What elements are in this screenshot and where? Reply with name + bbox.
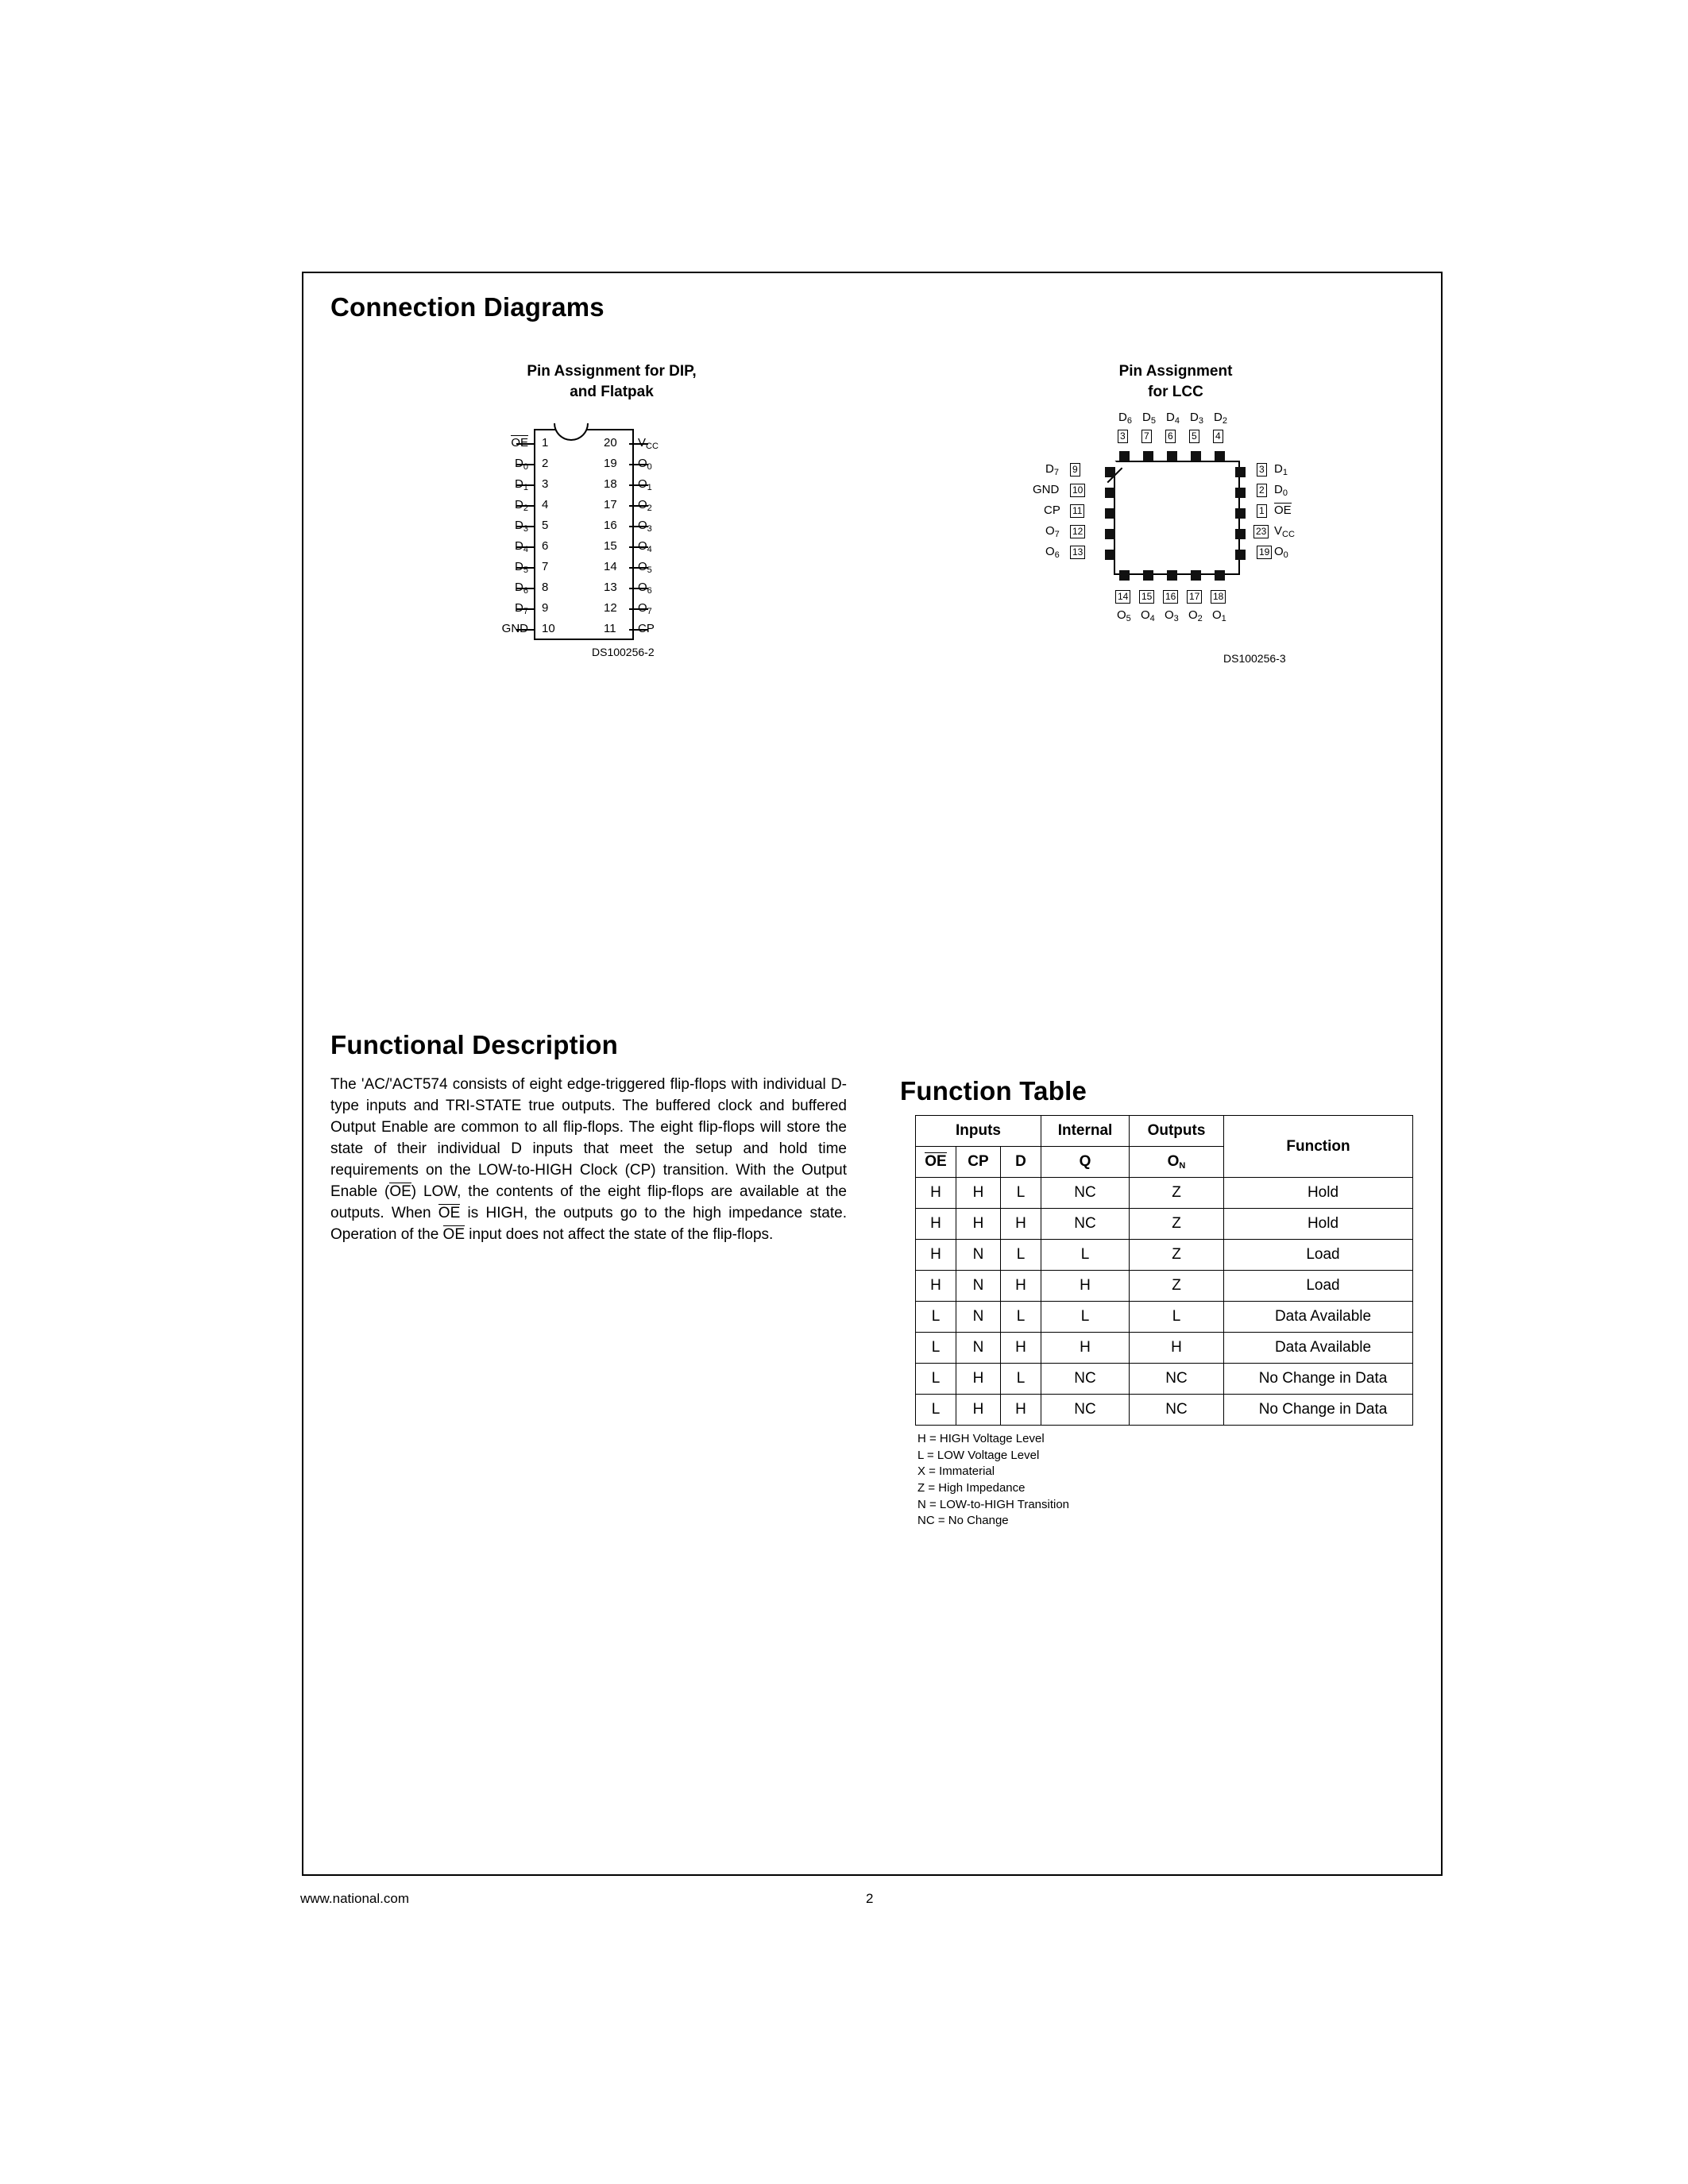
lcc-top-pin-number: 4	[1213, 430, 1223, 443]
lcc-pad	[1119, 570, 1130, 581]
cell-cp: H	[956, 1209, 1001, 1240]
lcc-caption-line1: Pin Assignment	[1118, 363, 1233, 380]
dip-right-pin-label: $O_0$	[638, 457, 652, 472]
cell-q: NC	[1041, 1178, 1130, 1209]
lcc-pad	[1215, 570, 1225, 581]
lcc-bottom-label: $O_3$	[1165, 608, 1179, 623]
dip-caption-line2: and Flatpak	[570, 383, 654, 400]
lcc-bottom-pin-number: 17	[1187, 590, 1202, 604]
lcc-left-label: $O_7$	[1045, 524, 1060, 539]
dip-left-pin-number: 5	[542, 519, 549, 532]
dip-left-pin-label: $D_6$	[515, 581, 528, 596]
cell-function: Data Available	[1224, 1302, 1413, 1333]
table-row	[916, 1333, 1413, 1364]
cell-function: Hold	[1224, 1178, 1413, 1209]
function-table-header-cp: CP	[956, 1147, 1001, 1178]
footer-url[interactable]: www.national.com	[300, 1891, 410, 1906]
lcc-top-label: $D_4$	[1166, 411, 1180, 426]
cell-d: H	[1001, 1395, 1041, 1426]
cell-q: NC	[1041, 1209, 1130, 1240]
dip-right-pin-number: 16	[604, 519, 617, 532]
dip-right-pin-label: $O_1$	[638, 477, 652, 492]
function-table-header-function: Function	[1224, 1116, 1413, 1178]
lcc-left-label: GND	[1033, 483, 1060, 496]
lcc-right-pin-number: 23	[1253, 525, 1269, 538]
lcc-pad	[1119, 451, 1130, 461]
lcc-top-label: $D_2$	[1214, 411, 1227, 426]
cell-function: No Change in Data	[1224, 1364, 1413, 1395]
dip-right-pin-number: 20	[604, 436, 617, 450]
legend-item: NC = No Change	[917, 1514, 1009, 1528]
cell-oe: H	[916, 1178, 956, 1209]
dip-left-pin-label: GND	[501, 622, 528, 635]
lcc-right-label: $D_1$	[1274, 462, 1288, 477]
table-row	[916, 1364, 1413, 1395]
lcc-pad	[1105, 488, 1115, 498]
legend-item: H = HIGH Voltage Level	[917, 1432, 1045, 1445]
lcc-top-pin-number: 5	[1189, 430, 1199, 443]
dip-pin-row	[445, 577, 778, 598]
dip-right-pin-label: $O_2$	[638, 498, 652, 513]
cell-d: L	[1001, 1302, 1041, 1333]
cell-q: L	[1041, 1240, 1130, 1271]
dip-pin-row	[445, 619, 778, 639]
dip-left-pin-number: 3	[542, 477, 549, 491]
table-row	[916, 1209, 1413, 1240]
section-title-functional-description: Functional Description	[330, 1030, 618, 1059]
lcc-bottom-pin-number: 16	[1163, 590, 1178, 604]
lcc-pad	[1167, 570, 1177, 581]
lcc-right-label: $V_{CC}$	[1274, 524, 1295, 539]
lcc-bottom-pin-number: 14	[1115, 590, 1130, 604]
dip-left-pin-label: $D_0$	[515, 457, 528, 472]
lcc-top-pin-number: 6	[1165, 430, 1176, 443]
cell-on: L	[1130, 1302, 1224, 1333]
cell-function: Hold	[1224, 1209, 1413, 1240]
lcc-pad	[1191, 451, 1201, 461]
lcc-right-label: OE	[1274, 504, 1292, 517]
lcc-bottom-pin-number: 15	[1139, 590, 1154, 604]
function-table-group-header-inputs: Inputs	[916, 1116, 1041, 1147]
dip-drawing-number: DS100256-2	[592, 646, 655, 658]
lcc-right-pin-number: 1	[1257, 504, 1267, 518]
lcc-drawing-number: DS100256-3	[1223, 652, 1286, 665]
lcc-caption	[1025, 361, 1327, 402]
lcc-left-label: $O_6$	[1045, 545, 1060, 560]
table-row	[916, 1271, 1413, 1302]
lcc-pad	[1105, 467, 1115, 477]
lcc-pad	[1235, 508, 1246, 519]
lcc-left-pin-number: 12	[1070, 525, 1085, 538]
lcc-pad	[1105, 550, 1115, 560]
cell-oe: H	[916, 1209, 956, 1240]
cell-on: Z	[1130, 1240, 1224, 1271]
dip-right-pin-label: $O_3$	[638, 519, 652, 534]
cell-oe: H	[916, 1271, 956, 1302]
dip-pin-row	[445, 598, 778, 619]
dip-right-pin-number: 14	[604, 560, 617, 573]
lcc-pad	[1235, 488, 1246, 498]
lcc-left-pin-number: 13	[1070, 546, 1085, 559]
lcc-package-body	[1114, 461, 1240, 575]
lcc-bottom-label: $O_2$	[1188, 608, 1203, 623]
dip-pin-assignment-diagram	[445, 361, 778, 675]
function-table-body	[916, 1178, 1413, 1426]
lcc-pad	[1167, 451, 1177, 461]
lcc-top-label: $D_6$	[1118, 411, 1132, 426]
dip-right-pin-label: $O_6$	[638, 581, 652, 596]
lcc-right-pin-number: 19	[1257, 546, 1272, 559]
lcc-top-pin-number: 3	[1118, 430, 1128, 443]
legend-item: X = Immaterial	[917, 1464, 995, 1479]
cell-function: Load	[1224, 1240, 1413, 1271]
lcc-pad	[1143, 570, 1153, 581]
lcc-left-pin-number: 9	[1070, 463, 1080, 477]
cell-cp: H	[956, 1178, 1001, 1209]
legend-item: L = LOW Voltage Level	[917, 1448, 1040, 1462]
dip-right-pin-number: 19	[604, 457, 617, 470]
function-table-header-on: $O_N$	[1130, 1147, 1224, 1178]
cell-cp: N	[956, 1333, 1001, 1364]
cell-oe: L	[916, 1333, 956, 1364]
lcc-pad	[1215, 451, 1225, 461]
cell-cp: N	[956, 1302, 1001, 1333]
legend-item: N = LOW-to-HIGH Transition	[917, 1497, 1070, 1511]
lcc-left-pin-number: 11	[1070, 504, 1084, 518]
table-row	[916, 1178, 1413, 1209]
function-table	[915, 1115, 1413, 1426]
cell-cp: N	[956, 1271, 1001, 1302]
lcc-bottom-label: $O_5$	[1117, 608, 1131, 623]
dip-right-pin-label: $V_{CC}$	[638, 436, 659, 451]
cell-oe: H	[916, 1240, 956, 1271]
function-table-header-d: D	[1001, 1147, 1041, 1178]
cell-d: H	[1001, 1333, 1041, 1364]
dip-pin-row	[445, 433, 778, 453]
cell-on: NC	[1130, 1364, 1224, 1395]
dip-left-pin-label: $D_4$	[515, 539, 528, 554]
dip-left-pin-number: 9	[542, 601, 549, 615]
cell-d: L	[1001, 1178, 1041, 1209]
dip-right-pin-label: $O_5$	[638, 560, 652, 575]
dip-right-pin-label: CP	[638, 622, 655, 635]
functional-description-text	[330, 1075, 847, 1246]
footer-page-number: 2	[866, 1891, 874, 1906]
cell-function: Data Available	[1224, 1333, 1413, 1364]
dip-left-pin-label: $D_5$	[515, 560, 528, 575]
dip-right-pin-label: $O_7$	[638, 601, 652, 616]
dip-left-pin-label: $D_1$	[515, 477, 528, 492]
lcc-left-label: CP	[1044, 504, 1060, 517]
cell-cp: H	[956, 1364, 1001, 1395]
lcc-pad	[1191, 570, 1201, 581]
dip-right-pin-number: 18	[604, 477, 617, 491]
function-table-group-header-outputs: Outputs	[1130, 1116, 1224, 1147]
dip-pin-row	[445, 536, 778, 557]
function-table-header-oe: OE	[916, 1147, 956, 1178]
cell-q: H	[1041, 1333, 1130, 1364]
function-table-header-q: Q	[1041, 1147, 1130, 1178]
cell-on: Z	[1130, 1271, 1224, 1302]
dip-pin-row	[445, 495, 778, 515]
dip-left-pin-label: $D_3$	[515, 519, 528, 534]
lcc-left-label: $D_7$	[1045, 462, 1059, 477]
function-table-group-header-internal: Internal	[1041, 1116, 1130, 1147]
lcc-right-pin-number: 2	[1257, 484, 1267, 497]
cell-q: NC	[1041, 1395, 1130, 1426]
cell-function: Load	[1224, 1271, 1413, 1302]
dip-right-pin-number: 12	[604, 601, 617, 615]
lcc-pad	[1105, 529, 1115, 539]
lcc-right-label: $O_0$	[1274, 545, 1288, 560]
cell-d: L	[1001, 1240, 1041, 1271]
dip-pin-row	[445, 474, 778, 495]
function-table-legend	[917, 1431, 1069, 1530]
cell-cp: N	[956, 1240, 1001, 1271]
dip-right-pin-number: 15	[604, 539, 617, 553]
lcc-pad	[1235, 550, 1246, 560]
dip-left-pin-label: $D_7$	[515, 601, 528, 616]
dip-left-pin-number: 1	[542, 436, 549, 450]
cell-q: L	[1041, 1302, 1130, 1333]
dip-caption	[445, 361, 778, 402]
lcc-top-label: $D_3$	[1190, 411, 1203, 426]
table-row	[916, 1240, 1413, 1271]
cell-on: NC	[1130, 1395, 1224, 1426]
lcc-pin-assignment-diagram	[1025, 361, 1327, 675]
lcc-right-pin-number: 3	[1257, 463, 1267, 477]
cell-d: H	[1001, 1209, 1041, 1240]
cell-q: NC	[1041, 1364, 1130, 1395]
dip-pin-row	[445, 515, 778, 536]
lcc-pad	[1105, 508, 1115, 519]
lcc-bottom-label: $O_1$	[1212, 608, 1226, 623]
lcc-pad	[1143, 451, 1153, 461]
function-table-group-header-row	[916, 1116, 1413, 1147]
dip-right-pin-number: 13	[604, 581, 617, 594]
dip-left-pin-number: 7	[542, 560, 549, 573]
cell-on: Z	[1130, 1209, 1224, 1240]
functional-description-paragraph: The 'AC/'ACT574 consists of eight edge-triggered flip-flops with individual D-type inputs and TRI-STATE true outputs. The buffered clock and buffered Output Enable are common to all flip-flops. The eight flip-flops will store the state of their individual D inputs that meet the setup and hold time requirements on the LOW-to-HIGH Clock (CP) transition. With the Output Enable (OE) LOW, the contents of the eight flip-flops are available at the outputs. When OE is HIGH, the outputs go to the high impedance state. Operation of the OE input does not affect the state of the flip-flops.	[330, 1076, 847, 1243]
dip-right-pin-label: $O_4$	[638, 539, 652, 554]
dip-left-pin-number: 8	[542, 581, 549, 594]
cell-d: H	[1001, 1271, 1041, 1302]
dip-left-pin-number: 4	[542, 498, 549, 511]
lcc-top-pin-number: 7	[1141, 430, 1152, 443]
dip-left-pin-number: 10	[542, 622, 555, 635]
dip-right-pin-number: 17	[604, 498, 617, 511]
table-row	[916, 1395, 1413, 1426]
lcc-right-label: $D_0$	[1274, 483, 1288, 498]
cell-function: No Change in Data	[1224, 1395, 1413, 1426]
lcc-bottom-pin-number: 18	[1211, 590, 1226, 604]
lcc-left-pin-number: 10	[1070, 484, 1085, 497]
lcc-bottom-label: $O_4$	[1141, 608, 1155, 623]
section-title-function-table: Function Table	[900, 1076, 1087, 1106]
lcc-pad	[1235, 529, 1246, 539]
dip-left-pin-label: $D_2$	[515, 498, 528, 513]
dip-caption-line1: Pin Assignment for DIP,	[527, 363, 697, 380]
page-title-connection-diagrams: Connection Diagrams	[330, 292, 605, 322]
dip-pin-row	[445, 557, 778, 577]
cell-cp: H	[956, 1395, 1001, 1426]
dip-pin-row	[445, 453, 778, 474]
lcc-caption-line2: for LCC	[1148, 383, 1203, 400]
cell-q: H	[1041, 1271, 1130, 1302]
cell-oe: L	[916, 1302, 956, 1333]
dip-right-pin-number: 11	[604, 622, 616, 635]
cell-oe: L	[916, 1364, 956, 1395]
cell-on: H	[1130, 1333, 1224, 1364]
dip-left-pin-number: 6	[542, 539, 549, 553]
dip-left-pin-label: OE	[511, 436, 528, 450]
dip-left-pin-number: 2	[542, 457, 549, 470]
lcc-pad	[1235, 467, 1246, 477]
cell-oe: L	[916, 1395, 956, 1426]
legend-item: Z = High Impedance	[917, 1481, 1026, 1495]
cell-on: Z	[1130, 1178, 1224, 1209]
lcc-top-label: $D_5$	[1142, 411, 1156, 426]
cell-d: L	[1001, 1364, 1041, 1395]
table-row	[916, 1302, 1413, 1333]
